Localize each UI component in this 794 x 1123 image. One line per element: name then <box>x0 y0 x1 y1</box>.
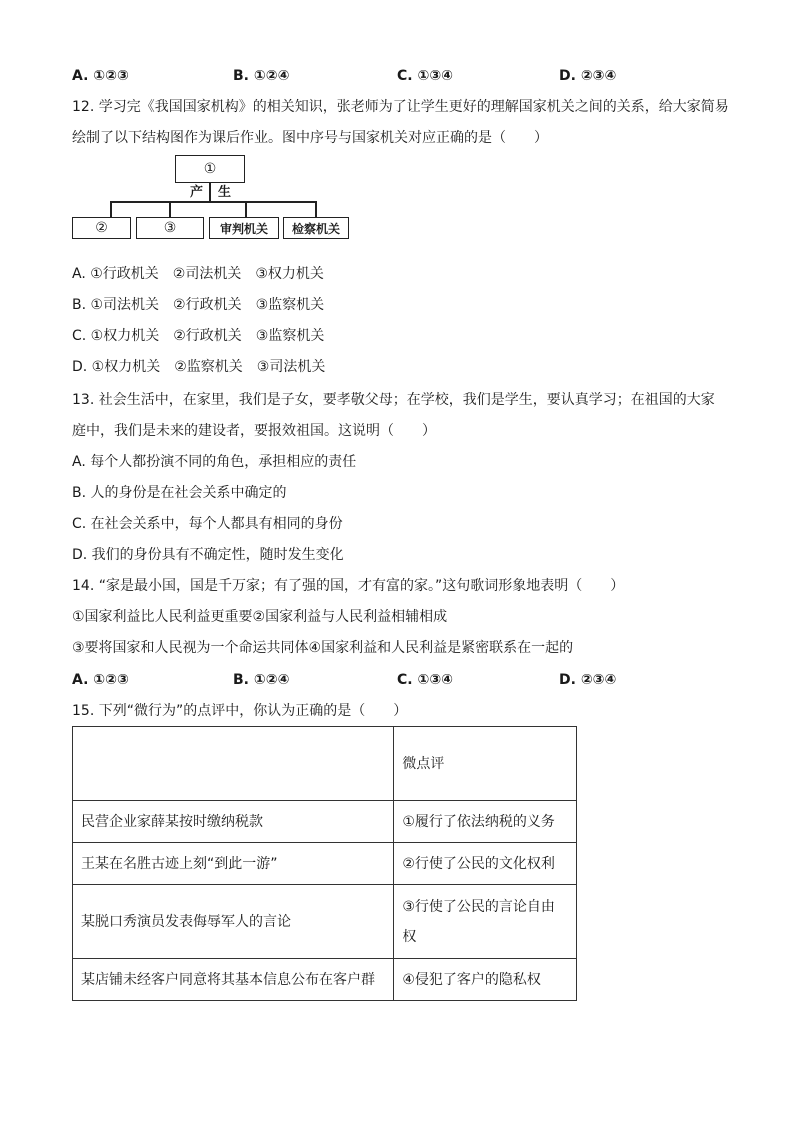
q14-options <box>72 670 712 690</box>
diagram-drop-1 <box>110 201 112 217</box>
table-cell-comment: ③行使了公民的言论自由权 <box>394 885 577 959</box>
q11-option-c[interactable]: C. ①③④ <box>397 68 454 84</box>
diagram-box-procuratorate: 检察机关 <box>283 217 349 239</box>
diagram-box-3: ③ <box>136 217 204 239</box>
q12-stem-line2: 绘制了以下结构图作为课后作业。图中序号与国家机关对应正确的是（ ） <box>72 130 548 146</box>
q11-options <box>72 66 712 86</box>
diagram-drop-4 <box>315 201 317 217</box>
q11-option-d[interactable]: D. ②③④ <box>559 68 617 84</box>
table-cell-comment: ①履行了依法纳税的义务 <box>394 801 577 843</box>
table-cell-behavior: 民营企业家薛某按时缴纳税款 <box>73 801 394 843</box>
diagram-connector-vertical <box>209 183 211 202</box>
diagram-top-box: ① <box>175 155 245 183</box>
table-header-cell: 微点评 <box>394 727 577 801</box>
table-header-cell <box>73 727 394 801</box>
table-row <box>73 959 577 1001</box>
q13-option-b[interactable]: B. 人的身份是在社会关系中确定的 <box>72 485 287 501</box>
diagram-drop-3 <box>245 201 247 217</box>
diagram-label-sheng: 生 <box>218 185 232 200</box>
q13-stem-line1: 13. 社会生活中，在家里，我们是子女，要孝敬父母；在学校，我们是学生，要认真学习；在祖国的大家 <box>72 392 715 408</box>
q14-option-b[interactable]: B. ①②④ <box>233 672 290 688</box>
q13-option-c[interactable]: C. 在社会关系中，每个人都具有相同的身份 <box>72 516 343 532</box>
q14-option-c[interactable]: C. ①③④ <box>397 672 454 688</box>
q14-option-d[interactable]: D. ②③④ <box>559 672 617 688</box>
micro-behavior-table <box>72 726 577 1001</box>
table-cell-behavior: 某脱口秀演员发表侮辱军人的言论 <box>73 885 394 959</box>
table-row <box>73 801 577 843</box>
table-cell-comment: ④侵犯了客户的隐私权 <box>394 959 577 1001</box>
q14-statement-line2: ③要将国家和人民视为一个命运共同体④国家利益和人民利益是紧密联系在一起的 <box>72 640 574 656</box>
table-header-row <box>73 727 577 801</box>
diagram-drop-2 <box>169 201 171 217</box>
table-cell-behavior: 王某在名胜古迹上刻“到此一游” <box>73 843 394 885</box>
q12-option-c[interactable]: C. ①权力机关 ②行政机关 ③监察机关 <box>72 328 325 344</box>
diagram-label-chan: 产 <box>190 185 204 200</box>
q11-option-b[interactable]: B. ①②④ <box>233 68 290 84</box>
q11-option-a[interactable]: A. ①②③ <box>72 68 129 84</box>
q14-option-a[interactable]: A. ①②③ <box>72 672 129 688</box>
q12-option-b[interactable]: B. ①司法机关 ②行政机关 ③监察机关 <box>72 297 325 313</box>
table-row <box>73 843 577 885</box>
q14-statement-line1: ①国家利益比人民利益更重要②国家利益与人民利益相辅相成 <box>72 609 448 625</box>
q12-option-d[interactable]: D. ①权力机关 ②监察机关 ③司法机关 <box>72 359 326 375</box>
table-cell-comment: ②行使了公民的文化权利 <box>394 843 577 885</box>
q12-option-a[interactable]: A. ①行政机关 ②司法机关 ③权力机关 <box>72 266 324 282</box>
table-cell-behavior: 某店铺未经客户同意将其基本信息公布在客户群 <box>73 959 394 1001</box>
q14-stem: 14. “家是最小国，国是千万家；有了强的国，才有富的家。”这句歌词形象地表明（ ） <box>72 578 625 594</box>
q15-stem: 15. 下列“微行为”的点评中，你认为正确的是（ ） <box>72 703 408 719</box>
diagram-box-2: ② <box>72 217 131 239</box>
q13-stem-line2: 庭中，我们是未来的建设者，要报效祖国。这说明（ ） <box>72 423 436 439</box>
q13-option-d[interactable]: D. 我们的身份具有不确定性，随时发生变化 <box>72 547 344 563</box>
table-row <box>73 885 577 959</box>
q12-stem-line1: 12. 学习完《我国国家机构》的相关知识，张老师为了让学生更好的理解国家机关之间的关系，给大家简易 <box>72 99 729 115</box>
q13-option-a[interactable]: A. 每个人都扮演不同的角色，承担相应的责任 <box>72 454 357 470</box>
diagram-box-court: 审判机关 <box>209 217 279 239</box>
diagram-connector-horizontal <box>110 201 316 203</box>
